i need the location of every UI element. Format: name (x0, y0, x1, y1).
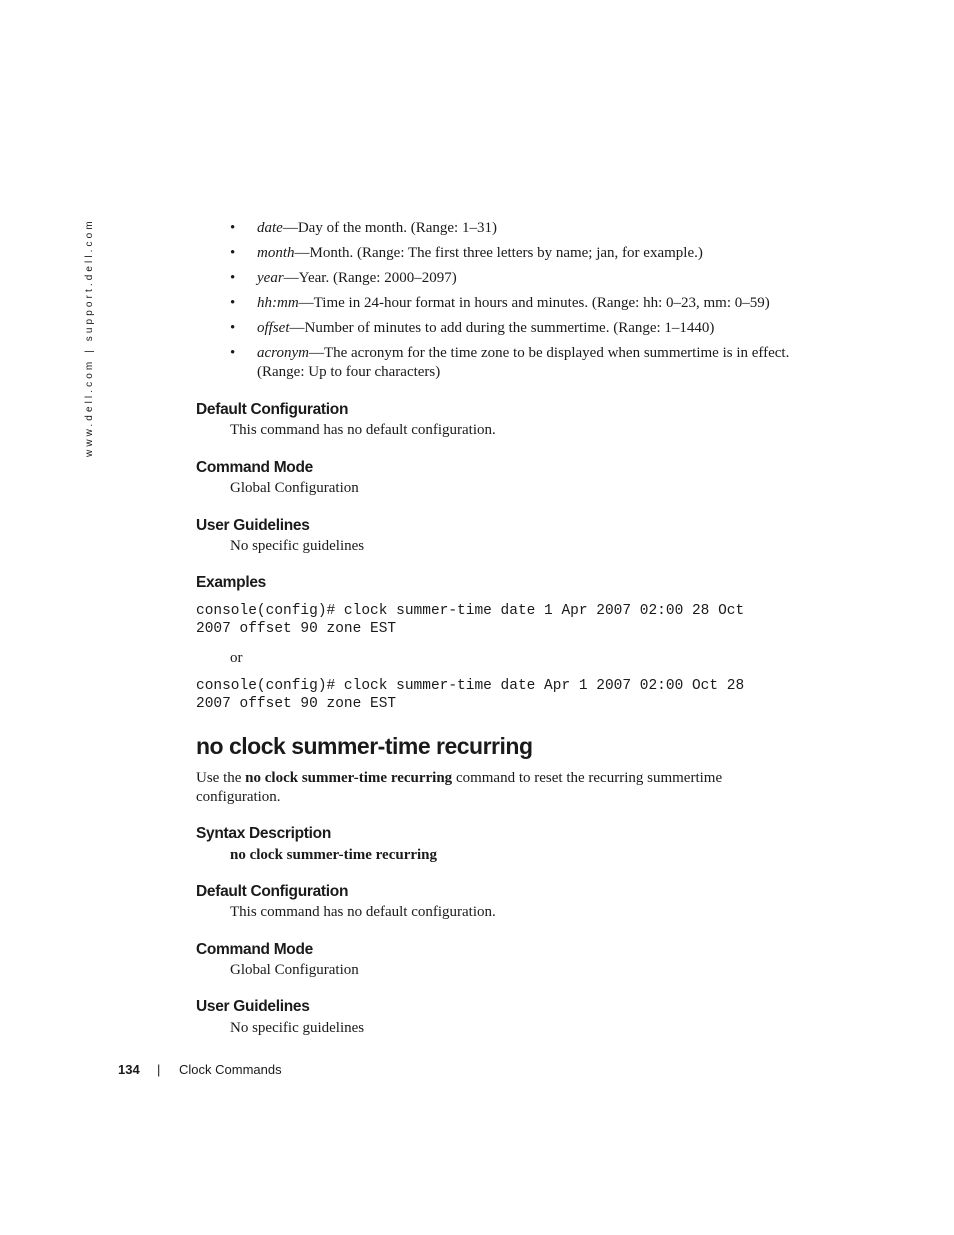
command-mode-text: Global Configuration (230, 962, 359, 978)
default-config-text: This command has no default configuration. (230, 904, 496, 920)
bullet-icon: • (230, 270, 236, 286)
command-mode-text: Global Configuration (230, 480, 359, 496)
bullet-icon: • (230, 295, 236, 311)
examples-heading: Examples (196, 574, 266, 591)
param-desc: —The acronym for the time zone to be displayed when summertime is in effect. (Range: Up to four characters) (257, 345, 790, 380)
command-intro (196, 769, 756, 807)
command-title: no clock summer-time recurring (196, 733, 533, 759)
example-code-line: 2007 offset 90 zone EST (196, 696, 397, 712)
list-item (230, 344, 830, 382)
user-guidelines-heading: User Guidelines (196, 517, 310, 534)
bullet-icon: • (230, 320, 236, 336)
example-code-line: console(config)# clock summer-time date Apr 1 2007 02:00 Oct 28 (196, 678, 745, 694)
example-code-line: 2007 offset 90 zone EST (196, 621, 397, 637)
intro-command: no clock summer-time recurring (245, 770, 453, 786)
parameter-list (230, 219, 830, 388)
intro-pre: Use the (196, 770, 246, 786)
bullet-icon: • (230, 245, 236, 261)
param-term: date (257, 220, 283, 236)
bullet-icon: • (230, 220, 236, 236)
param-term: hh:mm (257, 295, 299, 311)
intro-post: command to reset the recurring summertime configuration. (196, 770, 723, 805)
param-term: acronym (257, 345, 309, 361)
param-desc: —Month. (Range: The first three letters by name; jan, for example.) (294, 245, 703, 261)
user-guidelines-text: No specific guidelines (230, 1020, 365, 1036)
list-item (230, 244, 830, 263)
param-desc: —Time in 24-hour format in hours and minutes. (Range: hh: 0–23, mm: 0–59) (298, 295, 770, 311)
default-config-heading: Default Configuration (196, 401, 349, 418)
or-text: or (230, 650, 243, 666)
bullet-icon: • (230, 345, 236, 361)
sidebar-url-text: www.dell.com | support.dell.com (84, 218, 95, 457)
chapter-name: Clock Commands (179, 1062, 282, 1077)
param-term: month (257, 245, 295, 261)
footer-separator: | (157, 1062, 161, 1077)
command-mode-heading: Command Mode (196, 459, 313, 476)
page-number: 134 (118, 1062, 140, 1077)
param-term: year (257, 270, 284, 286)
list-item (230, 294, 830, 313)
param-desc: —Year. (Range: 2000–2097) (283, 270, 457, 286)
param-desc: —Number of minutes to add during the summertime. (Range: 1–1440) (289, 320, 715, 336)
syntax-text: no clock summer-time recurring (230, 847, 438, 863)
user-guidelines-heading: User Guidelines (196, 998, 310, 1015)
list-item (230, 319, 830, 338)
command-mode-heading: Command Mode (196, 941, 313, 958)
sidebar-url (82, 218, 98, 462)
param-desc: —Day of the month. (Range: 1–31) (282, 220, 497, 236)
list-item (230, 269, 830, 288)
default-config-text: This command has no default configuration. (230, 422, 496, 438)
default-config-heading: Default Configuration (196, 883, 349, 900)
list-item (230, 219, 830, 238)
user-guidelines-text: No specific guidelines (230, 538, 365, 554)
example-code-line: console(config)# clock summer-time date 1 Apr 2007 02:00 28 Oct (196, 603, 745, 619)
syntax-heading: Syntax Description (196, 825, 332, 842)
param-term: offset (257, 320, 290, 336)
